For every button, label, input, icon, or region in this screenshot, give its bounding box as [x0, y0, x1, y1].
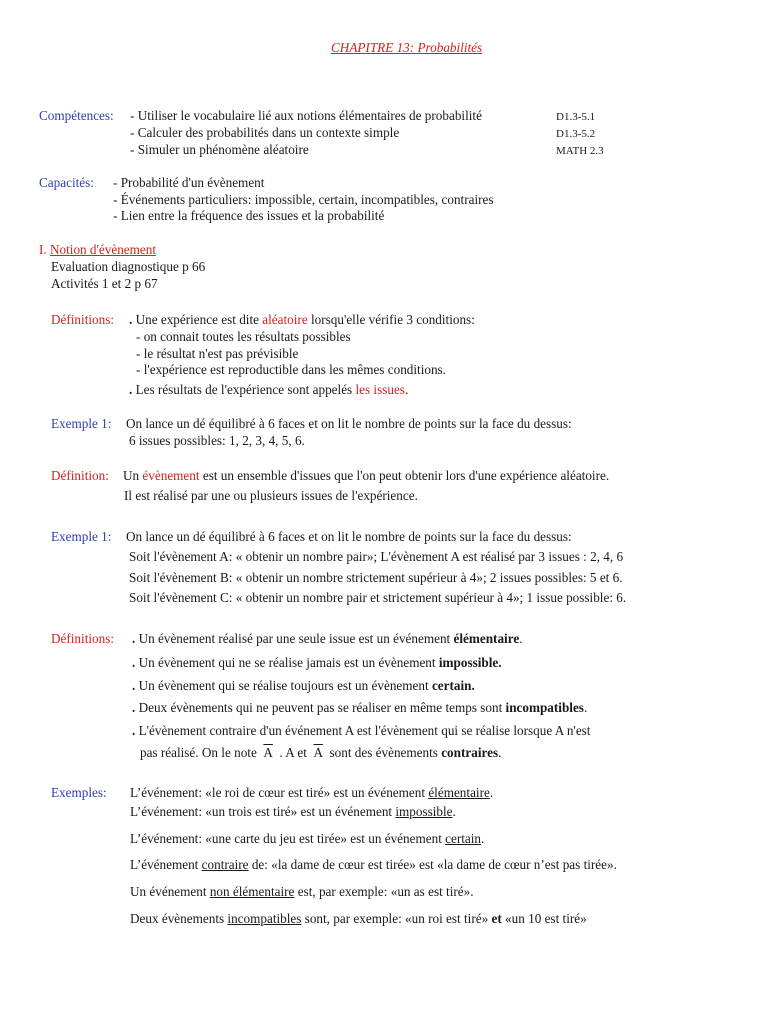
example-line: Soit l'évènement A: « obtenir un nombre pair»; L'évènement A est réalisé par 3 issues : 2, 4, 6 [129, 549, 624, 564]
example-line: 6 issues possibles: 1, 2, 3, 4, 5, 6. [129, 433, 305, 448]
example-label: Exemple 1: [51, 529, 112, 544]
example-line: Soit l'évènement C: « obtenir un nombre pair et strictement supérieur à 4»; 1 issue possible: 6. [129, 590, 627, 605]
section-heading: I. Notion d'évènement [39, 242, 157, 257]
competences-label: Compétences: [39, 108, 114, 123]
condition-item: - le résultat n'est pas prévisible [136, 346, 299, 361]
definition-line: . Les résultats de l'expérience sont appelés les issues. [129, 382, 409, 397]
condition-item: - on connait toutes les résultats possibles [136, 329, 351, 344]
competence-item: - Simuler un phénomène aléatoire [130, 142, 309, 157]
condition-item: - l'expérience est reproductible dans les mêmes conditions. [136, 362, 446, 377]
example-line: L’événement: «un trois est tiré» est un événement impossible. [130, 804, 456, 819]
example-line: Soit l'évènement B: « obtenir un nombre strictement supérieur à 4»; 2 issues possibles: 5 et 6. [129, 570, 623, 585]
definition-item: pas réalisé. On le note $\overline{A}$ . A et $\overline{A}$ sont des évènements contraires. [140, 745, 502, 760]
capacite-item: - Lien entre la fréquence des issues et la probabilité [113, 208, 385, 223]
examples-label: Exemples: [51, 785, 107, 800]
definition-item: . L'évènement contraire d'un événement A est l'évènement qui se réalise lorsque A n'est [132, 723, 591, 738]
section-line: Activités 1 et 2 p 67 [51, 276, 158, 291]
example-line: Un événement non élémentaire est, par exemple: «un as est tiré». [130, 884, 474, 899]
definition-item: . Deux évènements qui ne peuvent pas se réaliser en même temps sont incompatibles. [132, 700, 588, 715]
competence-code: MATH 2.3 [556, 145, 604, 157]
definition-line: Un évènement est un ensemble d'issues que l'on peut obtenir lors d'une expérience aléatoire. [123, 468, 610, 483]
example-line: Deux évènements incompatibles sont, par exemple: «un roi est tiré» et «un 10 est tiré» [130, 911, 587, 926]
capacites-label: Capacités: [39, 175, 94, 190]
example-label: Exemple 1: [51, 416, 112, 431]
example-line: L’événement contraire de: «la dame de cœur est tirée» est «la dame de cœur n’est pas tirée». [130, 857, 617, 872]
example-line: L’événement: «le roi de cœur est tiré» est un événement élémentaire. [130, 785, 494, 800]
capacite-item: - Événements particuliers: impossible, certain, incompatibles, contraires [113, 192, 494, 207]
definition-item: . Un évènement qui se réalise toujours est un évènement certain. [132, 678, 475, 693]
a-bar-symbol: $\overline{A}$ [263, 745, 273, 760]
competence-code: D1.3-5.2 [556, 128, 596, 140]
definition-line: Il est réalisé par une ou plusieurs issues de l'expérience. [124, 488, 418, 503]
definition-line: . Une expérience est dite aléatoire lorsqu'elle vérifie 3 conditions: [129, 312, 475, 327]
a-bar-symbol: $\overline{A}$ [313, 745, 323, 760]
definitions-label: Définitions: [51, 312, 115, 327]
competence-code: D1.3-5.1 [556, 111, 596, 123]
section-line: Evaluation diagnostique p 66 [51, 259, 206, 274]
page-title: CHAPITRE 13: Probabilités [331, 40, 483, 55]
example-line: L’événement: «une carte du jeu est tirée» est un événement certain. [130, 831, 485, 846]
competence-item: - Calculer des probabilités dans un contexte simple [130, 125, 400, 140]
definition-item: . Un évènement réalisé par une seule issue est un événement élémentaire. [132, 631, 523, 646]
capacite-item: - Probabilité d'un évènement [113, 175, 265, 190]
example-line: On lance un dé équilibré à 6 faces et on lit le nombre de points sur la face du dessus: [126, 529, 572, 544]
definition-item: . Un évènement qui ne se réalise jamais est un évènement impossible. [132, 655, 502, 670]
definitions-label: Définitions: [51, 631, 115, 646]
definition-label: Définition: [51, 468, 109, 483]
competence-item: - Utiliser le vocabulaire lié aux notions élémentaires de probabilité [130, 108, 482, 123]
example-line: On lance un dé équilibré à 6 faces et on lit le nombre de points sur la face du dessus: [126, 416, 572, 431]
